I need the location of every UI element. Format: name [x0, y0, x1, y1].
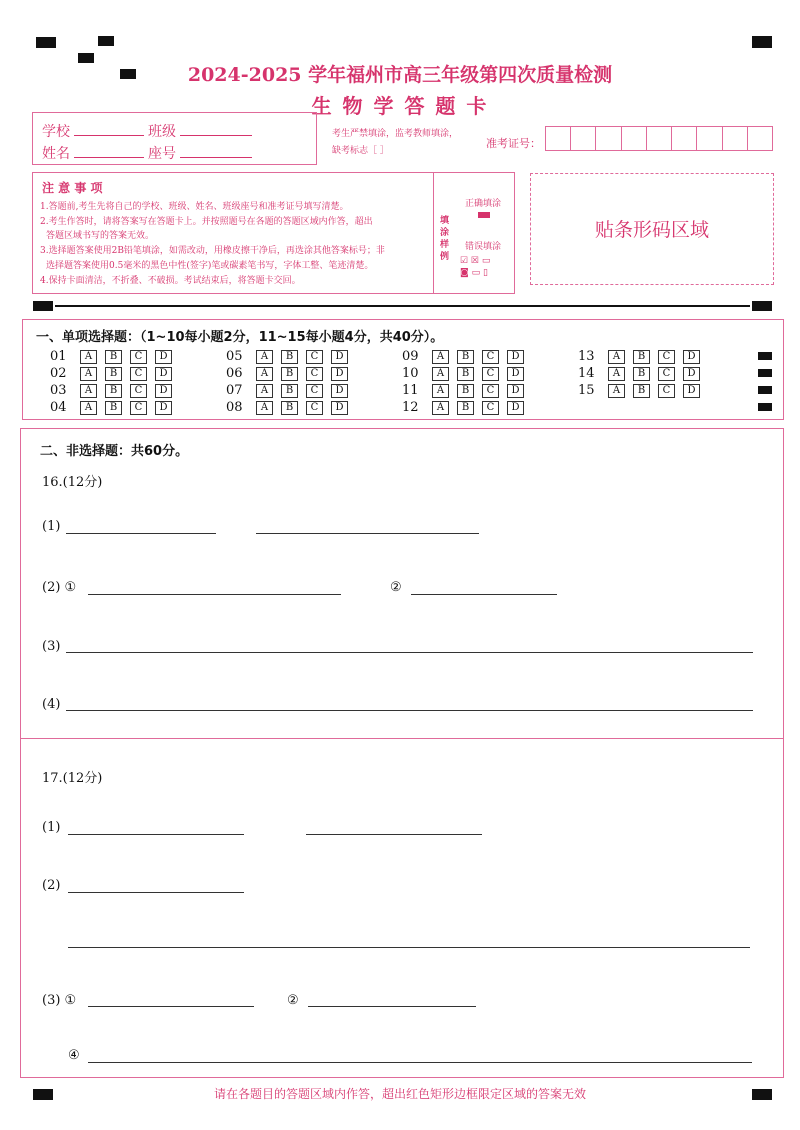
- option-bubble-c[interactable]: C: [306, 384, 323, 398]
- notice-item: 3.选择题答案使用2B铅笔填涂，如需改动，用橡皮擦干净后，再选涂其他答案标号；非: [40, 246, 385, 256]
- footer-note: 请在各题目的答题区域内作答，超出红色矩形边框限定区域的答案无效: [213, 1087, 586, 1101]
- question-number: 05: [226, 349, 243, 364]
- q17-part1-label: (1): [42, 820, 61, 835]
- choice-question-09: [402, 349, 524, 364]
- option-bubble-c[interactable]: C: [482, 401, 499, 415]
- choice-question-15: [578, 383, 700, 398]
- timing-mark: [758, 352, 772, 360]
- question-number: 12: [402, 400, 419, 415]
- section2-box: [20, 428, 784, 1078]
- school-label: 学校: [42, 124, 70, 140]
- q16-part1-answer-a[interactable]: [66, 533, 216, 534]
- question-number: 06: [226, 366, 243, 381]
- q17-part1-answer-a[interactable]: [68, 834, 244, 835]
- option-bubble-a[interactable]: A: [80, 401, 97, 415]
- option-bubble-b[interactable]: B: [457, 350, 474, 364]
- choice-question-08: [226, 400, 348, 415]
- question-number: 04: [50, 400, 67, 415]
- wrong-fill-label: 错误填涂: [465, 242, 502, 252]
- option-bubble-b[interactable]: B: [457, 384, 474, 398]
- choice-question-05: [226, 349, 348, 364]
- option-bubble-a[interactable]: A: [80, 350, 97, 364]
- timing-mark: [758, 386, 772, 394]
- fill-example-divider: [433, 172, 434, 294]
- question-number: 14: [578, 366, 595, 381]
- choice-question-07: [226, 383, 348, 398]
- option-bubble-b[interactable]: B: [633, 384, 650, 398]
- proctor-note: 考生严禁填涂，监考教师填涂，: [332, 129, 459, 139]
- option-bubble-a[interactable]: A: [608, 367, 625, 381]
- option-bubble-a[interactable]: A: [432, 367, 449, 381]
- choice-question-11: [402, 383, 524, 398]
- option-bubble-a[interactable]: A: [256, 367, 273, 381]
- choice-question-12: [402, 400, 524, 415]
- option-bubble-b[interactable]: B: [457, 367, 474, 381]
- exam-id-label: 准考证号：: [486, 137, 541, 150]
- timing-mark: [758, 369, 772, 377]
- option-bubble-d[interactable]: D: [683, 350, 700, 364]
- option-bubble-a[interactable]: A: [432, 384, 449, 398]
- option-bubble-a[interactable]: A: [80, 367, 97, 381]
- option-bubble-c[interactable]: C: [658, 350, 675, 364]
- seat-field[interactable]: [180, 157, 252, 158]
- q16-part4-answer[interactable]: [66, 710, 753, 711]
- option-bubble-b[interactable]: B: [281, 401, 298, 415]
- q17-part3-answer-1[interactable]: [88, 1006, 254, 1007]
- q16-part2-answer-1[interactable]: [88, 594, 341, 595]
- option-bubble-c[interactable]: C: [482, 350, 499, 364]
- timing-mark: [98, 36, 114, 46]
- timing-mark: [752, 1089, 772, 1100]
- question-number: 01: [50, 349, 67, 364]
- option-bubble-d[interactable]: D: [155, 401, 172, 415]
- q16-part2b-label: ②: [390, 580, 402, 595]
- timing-mark: [33, 301, 53, 311]
- option-bubble-b[interactable]: B: [281, 350, 298, 364]
- q16-part2-answer-2[interactable]: [411, 594, 557, 595]
- choice-question-06: [226, 366, 348, 381]
- option-bubble-d[interactable]: D: [507, 401, 524, 415]
- question-number: 11: [402, 383, 419, 398]
- question-number: 07: [226, 383, 243, 398]
- option-bubble-d[interactable]: D: [507, 384, 524, 398]
- timing-mark: [752, 36, 772, 48]
- option-bubble-c[interactable]: C: [130, 384, 147, 398]
- option-bubble-d[interactable]: D: [331, 367, 348, 381]
- option-bubble-a[interactable]: A: [256, 384, 273, 398]
- q17-label: 17.(12分): [42, 771, 103, 786]
- q17-part2-answer-a[interactable]: [68, 892, 244, 893]
- notice-item: 答题区域书写的答案无效。: [46, 231, 155, 241]
- option-bubble-a[interactable]: A: [608, 384, 625, 398]
- option-bubble-a[interactable]: A: [80, 384, 97, 398]
- option-bubble-b[interactable]: B: [281, 384, 298, 398]
- choice-question-14: [578, 366, 700, 381]
- option-bubble-b[interactable]: B: [457, 401, 474, 415]
- option-bubble-a[interactable]: A: [608, 350, 625, 364]
- barcode-label: 贴条形码区域: [594, 219, 709, 241]
- notice-item: 2.考生作答时，请将答案写在答题卡上。并按照题号在各题的答题区域内作答，超出: [40, 217, 373, 227]
- question-number: 08: [226, 400, 243, 415]
- question-number: 10: [402, 366, 419, 381]
- choice-question-01: [50, 349, 172, 364]
- option-bubble-c[interactable]: C: [658, 367, 675, 381]
- q16-part3-label: (3): [42, 639, 61, 654]
- q16-part2-label: (2) ①: [42, 580, 77, 595]
- option-bubble-d[interactable]: D: [507, 367, 524, 381]
- absent-mark[interactable]: 缺考标志［ ］: [332, 146, 389, 156]
- question-number: 03: [50, 383, 67, 398]
- section2-title: 二、非选择题：共60分。: [40, 444, 189, 459]
- option-bubble-d[interactable]: D: [155, 367, 172, 381]
- q16-part1-answer-b[interactable]: [256, 533, 479, 534]
- option-bubble-b[interactable]: B: [105, 401, 122, 415]
- option-bubble-b[interactable]: B: [281, 367, 298, 381]
- q17-part1-answer-b[interactable]: [306, 834, 482, 835]
- option-bubble-a[interactable]: A: [256, 401, 273, 415]
- question-divider: [20, 738, 784, 739]
- choice-question-03: [50, 383, 172, 398]
- seat-label: 座号: [148, 146, 176, 162]
- choice-question-10: [402, 366, 524, 381]
- option-bubble-b[interactable]: B: [633, 367, 650, 381]
- school-field[interactable]: [74, 135, 144, 136]
- q16-part4-label: (4): [42, 697, 61, 712]
- option-bubble-a[interactable]: A: [432, 401, 449, 415]
- option-bubble-d[interactable]: D: [683, 367, 700, 381]
- question-number: 15: [578, 383, 595, 398]
- q17-part2-label: (2): [42, 878, 61, 893]
- wrong-fill-samples: ☑ ☒ ▭ ◙ ▭ ▯: [460, 256, 491, 278]
- name-label: 姓名: [42, 146, 70, 162]
- option-bubble-d[interactable]: D: [507, 350, 524, 364]
- class-label: 班级: [148, 124, 176, 140]
- fill-example-label: 填涂样例: [440, 216, 450, 262]
- option-bubble-b[interactable]: B: [633, 350, 650, 364]
- q17-part3c-label: ④: [68, 1048, 80, 1063]
- option-bubble-d[interactable]: D: [331, 384, 348, 398]
- notice-title: 注 意 事 项: [42, 181, 103, 195]
- option-bubble-c[interactable]: C: [482, 384, 499, 398]
- option-bubble-a[interactable]: A: [256, 350, 273, 364]
- option-bubble-c[interactable]: C: [658, 384, 675, 398]
- question-number: 02: [50, 366, 67, 381]
- choice-question-02: [50, 366, 172, 381]
- choice-question-04: [50, 400, 172, 415]
- timing-mark: [36, 37, 56, 48]
- timing-mark: [758, 403, 772, 411]
- option-bubble-d[interactable]: D: [683, 384, 700, 398]
- option-bubble-c[interactable]: C: [306, 367, 323, 381]
- option-bubble-c[interactable]: C: [482, 367, 499, 381]
- notice-item: 1.答题前,考生先将自己的学校、班级、姓名、班级座号和准考证号填写清楚。: [40, 202, 349, 212]
- choice-question-13: [578, 349, 700, 364]
- q17-part3-answer-4[interactable]: [88, 1062, 752, 1063]
- q17-part3-answer-2[interactable]: [308, 1006, 476, 1007]
- correct-fill-sample: [478, 212, 490, 218]
- option-bubble-c[interactable]: C: [130, 401, 147, 415]
- option-bubble-b[interactable]: B: [105, 384, 122, 398]
- name-field[interactable]: [74, 157, 144, 158]
- notice-item: 4.保持卡面清洁，不折叠、不破损。考试结束后，将答题卡交回。: [40, 276, 301, 286]
- option-bubble-a[interactable]: A: [432, 350, 449, 364]
- q17-part2-answer-b[interactable]: [68, 947, 750, 948]
- exam-id-boxes[interactable]: [545, 126, 773, 151]
- page-title: 2024-2025 学年福州市高三年级第四次质量检测: [187, 64, 613, 86]
- question-number: 09: [402, 349, 419, 364]
- question-number: 13: [578, 349, 595, 364]
- option-bubble-d[interactable]: D: [331, 401, 348, 415]
- class-field[interactable]: [180, 135, 252, 136]
- timing-mark: [752, 301, 772, 311]
- q16-label: 16.(12分): [42, 475, 103, 490]
- option-bubble-b[interactable]: B: [105, 350, 122, 364]
- option-bubble-c[interactable]: C: [130, 350, 147, 364]
- q16-part3-answer[interactable]: [66, 652, 753, 653]
- option-bubble-d[interactable]: D: [155, 350, 172, 364]
- option-bubble-c[interactable]: C: [306, 401, 323, 415]
- page-subtitle: 生 物 学 答 题 卡: [311, 94, 489, 118]
- option-bubble-c[interactable]: C: [130, 367, 147, 381]
- notice-item: 选择题答案使用0.5毫米的黑色中性(签字)笔或碳素笔书写，字体工整、笔迹清楚。: [46, 261, 374, 271]
- section1-title: 一、单项选择题：（1~10每小题2分，11~15每小题4分，共40分）。: [36, 330, 444, 345]
- option-bubble-d[interactable]: D: [331, 350, 348, 364]
- q17-part3-label: (3) ①: [42, 993, 77, 1008]
- q17-part3b-label: ②: [287, 993, 299, 1008]
- option-bubble-c[interactable]: C: [306, 350, 323, 364]
- correct-fill-label: 正确填涂: [465, 199, 502, 209]
- separator-line: [55, 305, 750, 307]
- option-bubble-b[interactable]: B: [105, 367, 122, 381]
- q16-part1-label: (1): [42, 519, 61, 534]
- option-bubble-d[interactable]: D: [155, 384, 172, 398]
